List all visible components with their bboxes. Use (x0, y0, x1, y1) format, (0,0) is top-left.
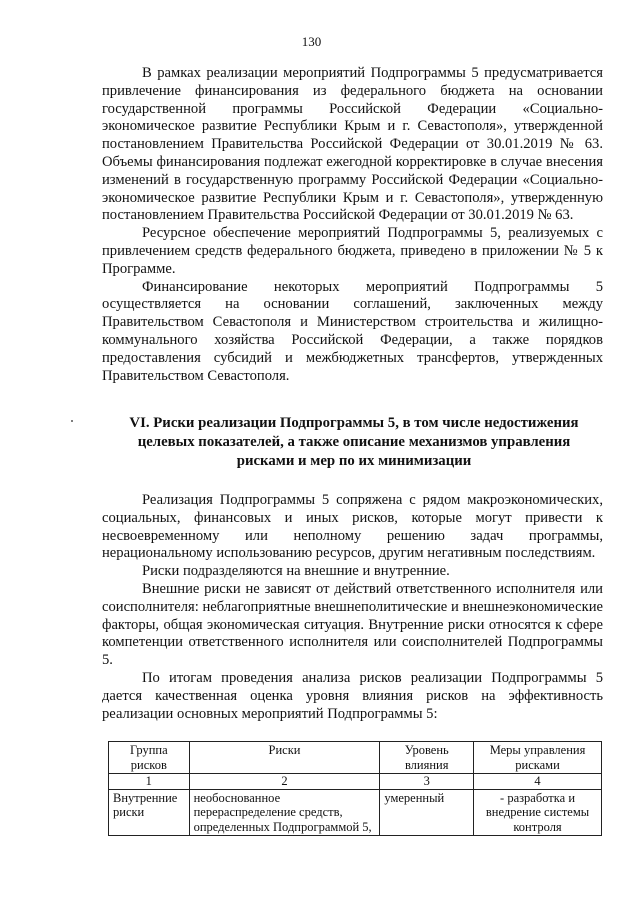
body-text-top (102, 65, 603, 385)
table-row (109, 789, 602, 836)
page-number: 130 (301, 34, 322, 49)
column-number: 4 (474, 774, 602, 790)
table-cell: необоснованное перераспределение средств, определенных Подпрограммой 5, (189, 789, 380, 836)
table-header: Риски (189, 742, 380, 774)
body-text-bottom (102, 492, 603, 723)
table-header: Уровень влияния (380, 742, 474, 774)
column-number: 2 (189, 774, 380, 790)
table-cell: умеренный (380, 789, 474, 836)
table-number-row (109, 774, 602, 790)
paragraph: Риски подразделяются на внешние и внутренние. (142, 563, 450, 580)
paragraph: Реализация Подпрограммы 5 сопряжена с рядом макроэкономических, социальных, финансовых и иных рисков, которые могут привести к несвоевременному или неполному решению задач программы, нерациональному использованию ресурсов, другим негативным последствиям. (102, 492, 603, 562)
paragraph: Внешние риски не зависят от действий ответственного исполнителя или соисполнителя: неблагоприятные внешнеполитические и внешнеэкономические факторы, общая экономическая ситуация. Внутренние риски относятся к сфере компетенции ответственного исполнителя или соисполнителей Подпрограммы 5. (102, 580, 603, 669)
table-cell: - разработка и внедрение системы контроля (474, 789, 602, 836)
section-heading: VI. Риски реализации Подпрограммы 5, в том числе недостижения целевых показателей, а также описание механизмов управления рисками и мер по их минимизации (129, 415, 579, 469)
paragraph: Ресурсное обеспечение мероприятий Подпрограммы 5, реализуемых с привлечением средств федерального бюджета, приведено в приложении № 5 к Программе. (102, 225, 603, 277)
paragraph: В рамках реализации мероприятий Подпрограммы 5 предусматривается привлечение финансирования из федерального бюджета на основании государственной программы Российской Федерации «Социально-экономическое развитие Республики Крым и г. Севастополя», утвержденной постановлением Правительства Российской Федерации от 30.01.2019 № 63. Объемы финансирования подлежат ежегодной корректировке в случае внесения изменений в государственную программу Российской Федерации «Социально-экономическое развитие Республики Крым и г. Севастополя», утвержденную постановлением Правительства Российской Федерации от 30.01.2019 № 63. (102, 65, 603, 224)
table-cell: Внутренние риски (109, 789, 190, 836)
column-number: 1 (109, 774, 190, 790)
table-header: Меры управления рисками (474, 742, 602, 774)
risk-table (108, 741, 602, 836)
table-header-row (109, 742, 602, 774)
paragraph: По итогам проведения анализа рисков реализации Подпрограммы 5 дается качественная оценка уровня влияния рисков на эффективность реализации основных мероприятий Подпрограммы 5: (102, 669, 603, 722)
paragraph: Финансирование некоторых мероприятий Подпрограммы 5 осуществляется на основании соглашений, заключенных между Правительством Севастополя и Министерством строительства и жилищно-коммунального хозяйства Российской Федерации, а также порядков предоставления субсидий и межбюджетных трансфертов, утвержденных Правительством Севастополя. (102, 278, 603, 384)
table-header: Группа рисков (109, 742, 190, 774)
column-number: 3 (380, 774, 474, 790)
margin-mark (71, 420, 73, 422)
